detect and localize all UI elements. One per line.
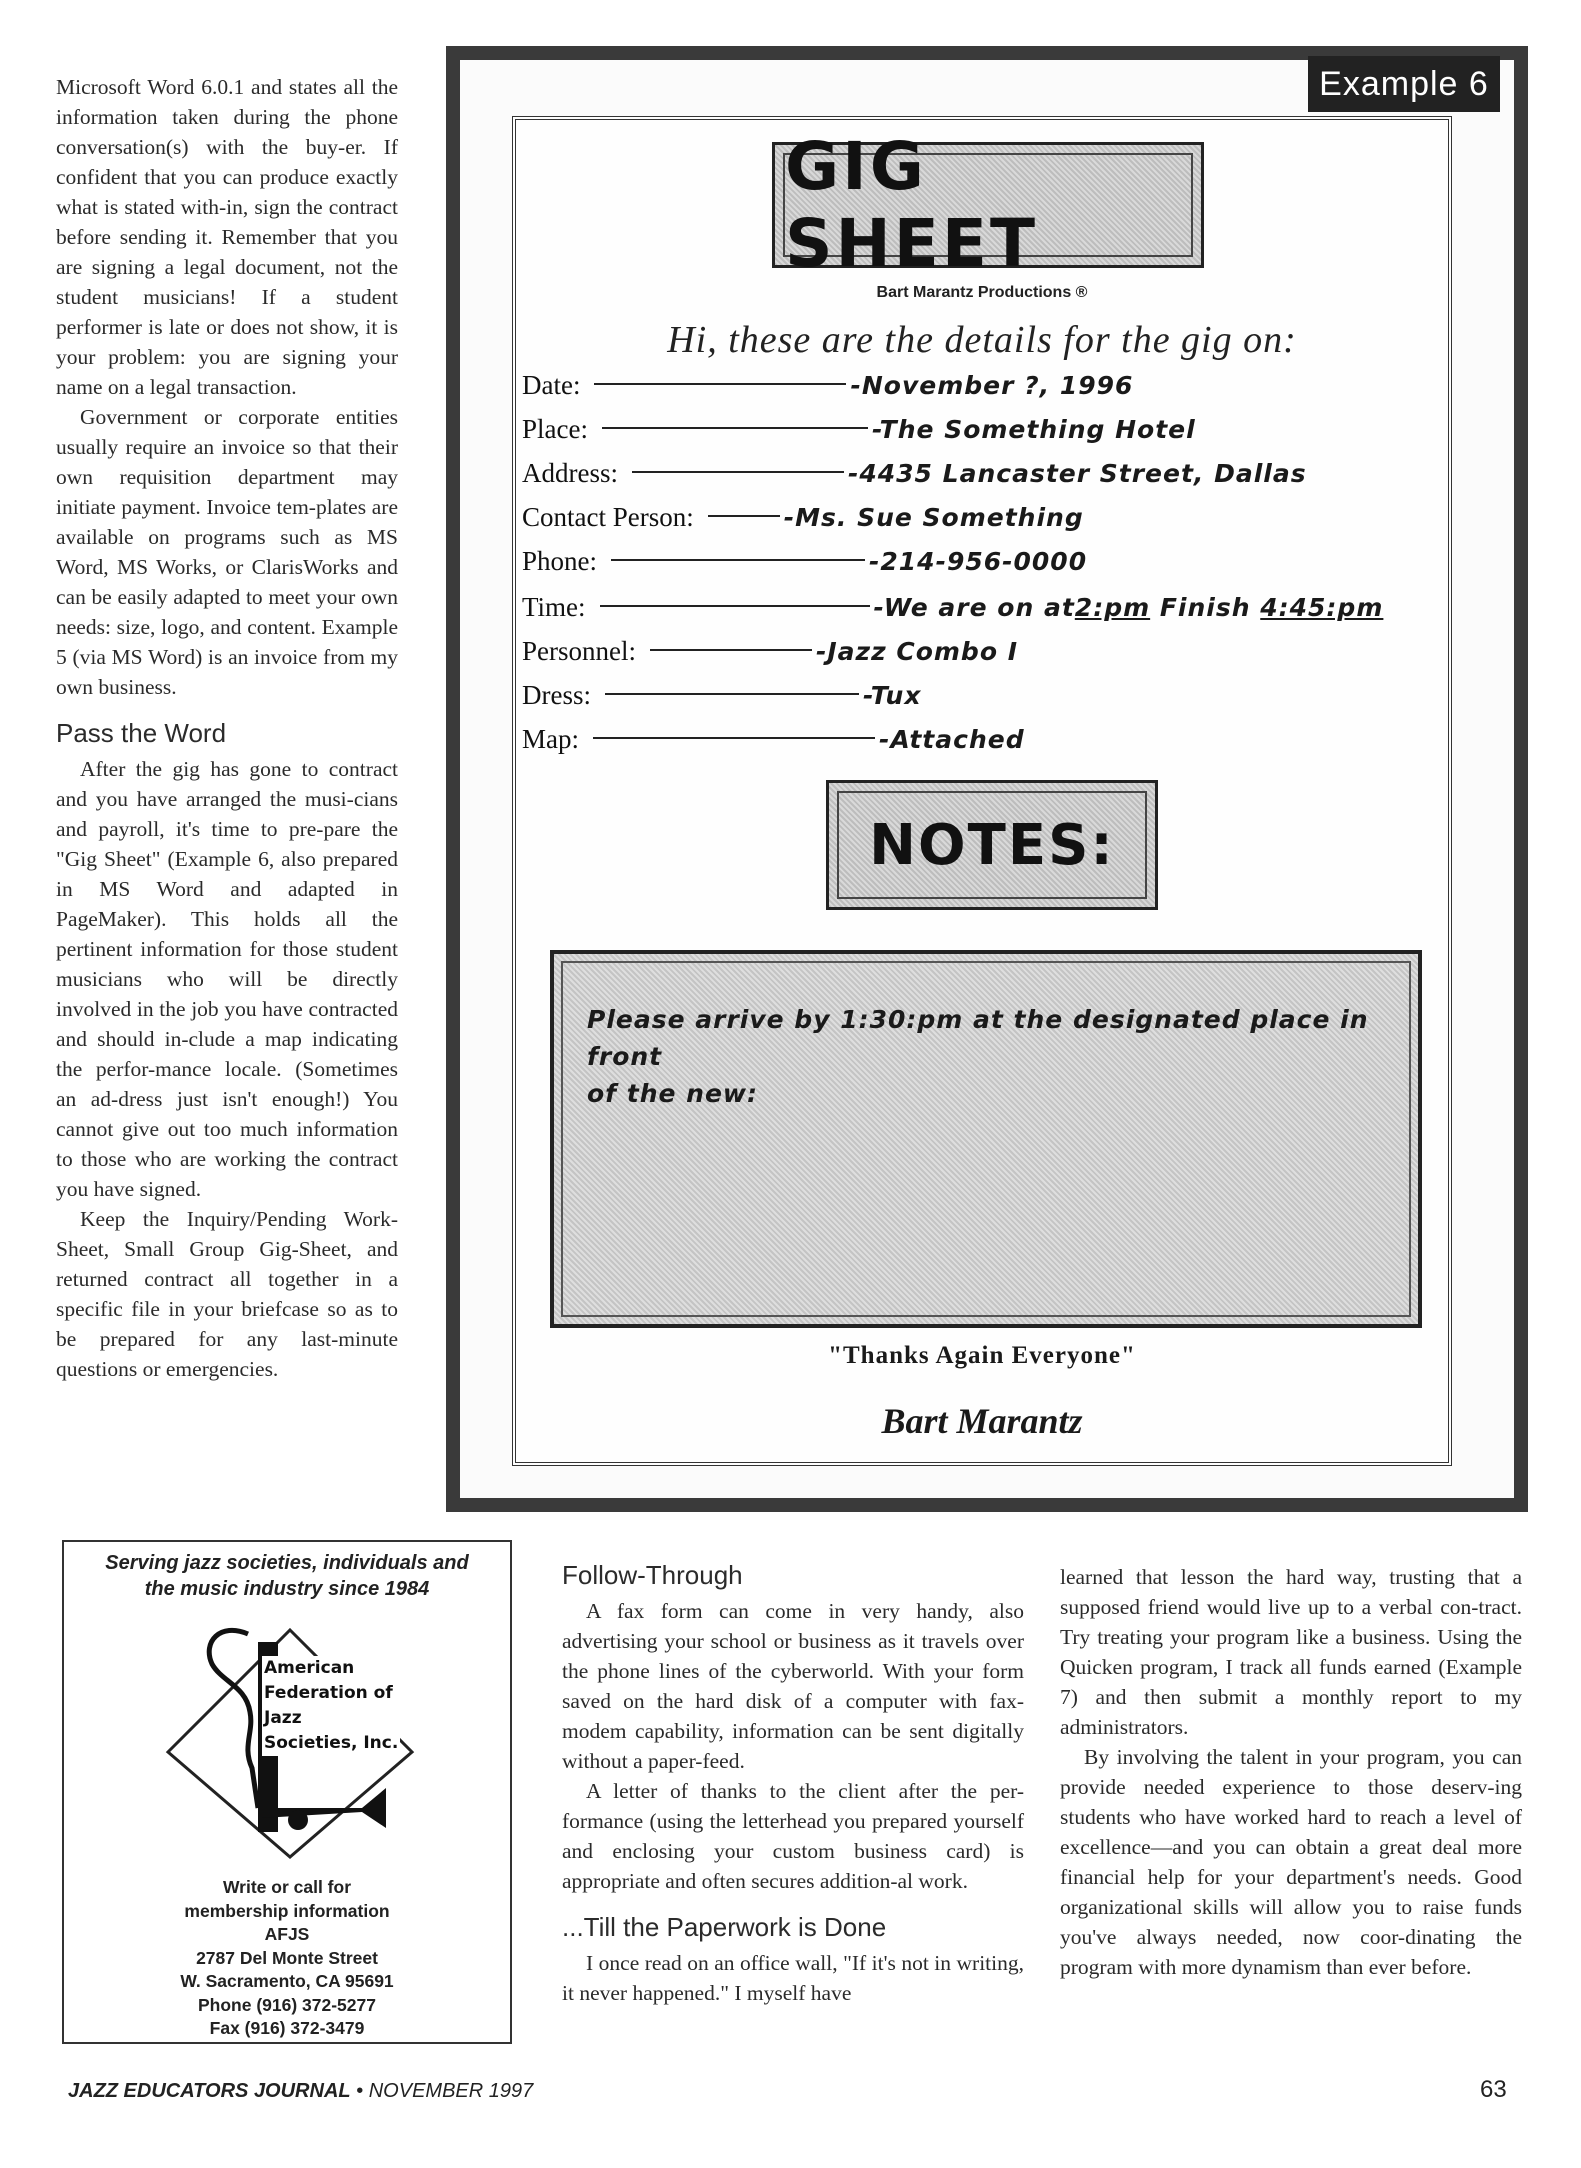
issue-date: • NOVEMBER 1997 [350, 2080, 534, 2102]
field-label: Date: [522, 370, 581, 400]
middle-paragraph-2: A letter of thanks to the client after the per-formance (using the letterhead you prepared yourself and enclosing your custom business card) is appropriate and often secures addition-al work. [562, 1779, 1024, 1893]
field-label: Map: [522, 724, 579, 754]
notes-text [561, 961, 1411, 1317]
left-paragraph-1: Microsoft Word 6.0.1 and states all the information taken during the phone conversation(s) with the buy-er. If confident that you can produce exactly what is stated with-in, sign the contract before sending it. Remember that you are signing a legal document, not the student musicians! If a student performer is late or does not show, it is your problem: you are signing your name on a legal transaction. [56, 75, 398, 399]
field-value: -Attached [879, 725, 1025, 754]
field-rule [602, 427, 868, 429]
signature: Bart Marantz [881, 1401, 1083, 1441]
afjs-logo [150, 1612, 430, 1862]
logo-text-line-4: Societies, Inc. [264, 1733, 399, 1753]
journal-name: JAZZ EDUCATORS JOURNAL [68, 2080, 351, 2102]
field-label: Time: [522, 592, 586, 622]
middle-column [562, 1560, 1024, 2008]
field-value: -Ms. Sue Something [783, 503, 1084, 532]
field-rule [708, 515, 780, 517]
field-label: Place: [522, 414, 588, 444]
notes-title-box [826, 780, 1158, 910]
ad-contact [62, 1876, 512, 2041]
field-value: -Jazz Combo I [816, 637, 1019, 666]
field-rule [594, 383, 846, 385]
gig-sheet-title-box [772, 128, 1204, 282]
notes-text-line-2: of the new: [587, 1079, 759, 1108]
ad-tagline [62, 1550, 512, 1602]
logo-trumpet [262, 1788, 386, 1828]
field-rule [650, 649, 812, 651]
field-rule [605, 693, 859, 695]
ad-contact-line: membership information [184, 1900, 390, 1921]
field-address [522, 458, 1307, 502]
gig-sheet-title: GIG SHEET [783, 153, 1193, 257]
field-value-prefix: -We are on at [873, 593, 1075, 622]
field-value: -214-956-0000 [869, 547, 1088, 576]
left-paragraph-4: Keep the Inquiry/Pending Work-Sheet, Small Group Gig-Sheet, and returned contract all together in a specific file in your briefcase so as to be prepared for any last-minute questions or emergencies. [56, 1207, 398, 1381]
producer-line: Bart Marantz Productions ® [876, 284, 1088, 301]
ad-contact-fax: Fax (916) 372-3479 [209, 2018, 365, 2038]
ad-contact-phone: Phone (916) 372-5277 [197, 1994, 376, 2015]
middle-paragraph-3: I once read on an office wall, "If it's not in writing, it never happened." I myself have [562, 1951, 1024, 2005]
logo-text-line-1: American [264, 1658, 355, 1678]
field-label: Phone: [522, 546, 598, 576]
example-tag: Example 6 [1308, 56, 1500, 112]
left-paragraph-2: Government or corporate entities usually require an invoice so that their own requisition department may initiate payment. Invoice tem-plates are available on programs such as MS Word, MS Works, or ClarisWorks and can be easily adapted to meet your own needs: size, logo, and content. Example 5 (via MS Word) is an invoice from my own business. [56, 405, 398, 699]
right-paragraph-1: learned that lesson the hard way, trusting that a supposed friend would live up to a verbal con-tract. Try treating your program like a business. Using the Quicken program, I track all funds earned (Example 7) and then submit a monthly report to my administrators. [1060, 1565, 1522, 1739]
field-value: -The Something Hotel [871, 415, 1196, 444]
ad-tagline-line-2: the music industry since 1984 [144, 1578, 430, 1600]
logo-scroll [209, 1630, 258, 1808]
field-label: Dress: [522, 680, 591, 710]
section-heading-pass-the-word: Pass the Word [56, 718, 227, 748]
footer-journal-info [68, 2080, 533, 2103]
page-number: 63 [1480, 2076, 1507, 2103]
notes-title: NOTES: [837, 791, 1147, 899]
field-date [522, 370, 1133, 414]
field-label: Personnel: [522, 636, 636, 666]
ad-tagline-line-1: Serving jazz societies, individuals and [105, 1552, 469, 1574]
field-value: -Tux [863, 681, 922, 710]
section-heading-follow-through: Follow-Through [562, 1560, 743, 1590]
field-time [522, 592, 1383, 636]
logo-valve [288, 1810, 308, 1830]
field-value-mid: Finish [1150, 593, 1261, 622]
field-label: Contact Person: [522, 502, 694, 532]
right-paragraph-2: By involving the talent in your program, you can provide needed experience to those deserv-ing students who have worked hard to reach a level of excellence—and you can obtain a great deal more financial help for your department's needs. Good organizational skills will allow you to raise funds you've always needed, now coor-dinating the program with more dynamism than ever before. [1060, 1745, 1522, 1979]
field-rule [611, 559, 865, 561]
field-phone [522, 546, 1087, 590]
field-value: -4435 Lancaster Street, Dallas [848, 459, 1307, 488]
right-column [1060, 1562, 1522, 1982]
field-place [522, 414, 1196, 458]
section-heading-till-paperwork: ...Till the Paperwork is Done [562, 1912, 887, 1942]
logo-text-line-2: Federation of [264, 1683, 393, 1703]
thanks-line: "Thanks Again Everyone" [828, 1342, 1136, 1369]
field-dress [522, 680, 921, 724]
logo-text [262, 1656, 400, 1756]
field-value: -November ?, 1996 [850, 371, 1134, 400]
start-time: 2:pm [1074, 593, 1151, 622]
ad-contact-line: AFJS [264, 1924, 310, 1944]
field-rule [600, 605, 870, 607]
ad-contact-line: 2787 Del Monte Street [196, 1947, 378, 1968]
logo-text-line-3: Jazz [264, 1708, 302, 1728]
finish-time: 4:45:pm [1260, 593, 1384, 622]
notes-text-line-1: Please arrive by 1:30:pm at the designated place in front [587, 1005, 1369, 1071]
field-personnel [522, 636, 1018, 680]
notes-area [550, 950, 1422, 1328]
field-label: Address: [522, 458, 618, 488]
field-map [522, 724, 1025, 768]
greeting-line: Hi, these are the details for the gig on: [667, 319, 1297, 361]
field-rule [593, 737, 875, 739]
field-rule [632, 471, 844, 473]
left-column [56, 72, 398, 1384]
ad-contact-line: Write or call for [222, 1877, 352, 1897]
middle-paragraph-1: A fax form can come in very handy, also advertising your school or business as it travels over the phone lines of the cyberworld. With your form saved on the hard disk of a computer with fax-modem capability, information can be sent digitally without a paper-feed. [562, 1599, 1024, 1773]
field-contact-person [522, 502, 1084, 546]
ad-contact-line: W. Sacramento, CA 95691 [180, 1971, 394, 1991]
left-paragraph-3: After the gig has gone to contract and you have arranged the musi-cians and payroll, it's time to pre-pare the "Gig Sheet" (Example 6, also prepared in MS Word and adapted in PageMaker). This holds all the pertinent information for those student musicians who will be directly involved in the job you have contracted and should in-clude a map indicating the perfor-mance locale. (Sometimes an ad-dress just isn't enough!) You cannot give out too much information to those who are working the contract you have signed. [56, 757, 398, 1201]
